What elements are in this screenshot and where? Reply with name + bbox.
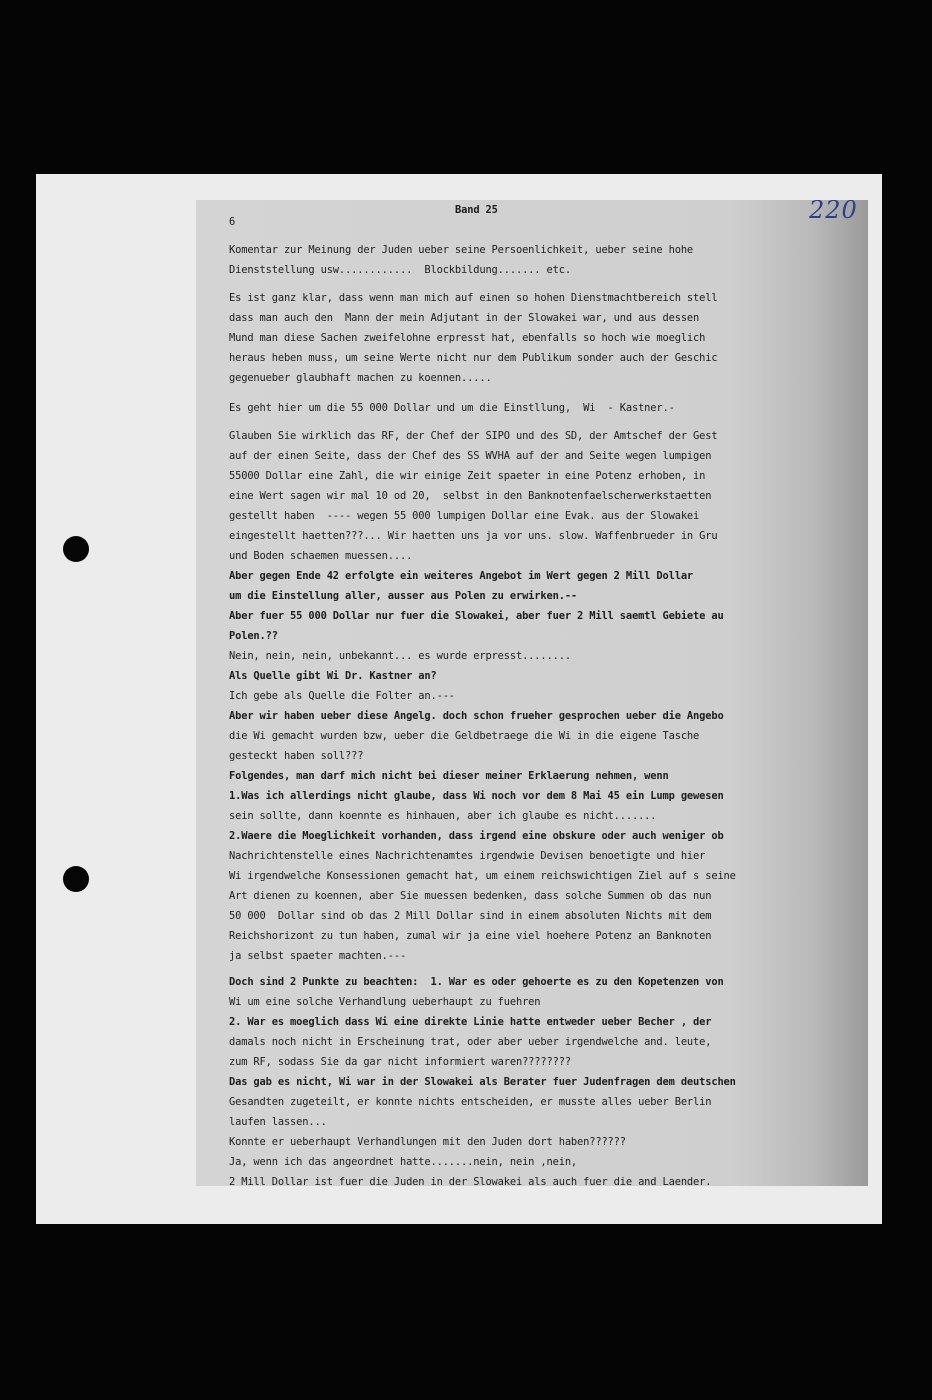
- page-number: 6: [229, 216, 236, 228]
- handwritten-page-number: 220: [809, 200, 858, 224]
- band-header: Band 25: [455, 204, 498, 216]
- text-line: Es geht hier um die 55 000 Dollar und um die Einstllung, Wi - Kastner.-: [229, 402, 675, 414]
- text-line: zum RF, sodass Sie da gar nicht informiert waren????????: [229, 1056, 571, 1068]
- text-line: Aber fuer 55 000 Dollar nur fuer die Slowakei, aber fuer 2 Mill saemtl Gebiete au: [229, 610, 724, 622]
- text-line: Glauben Sie wirklich das RF, der Chef der SIPO und des SD, der Amtschef der Gest: [229, 430, 718, 442]
- paper-sheet: [36, 174, 882, 1224]
- text-line: Es ist ganz klar, dass wenn man mich auf einen so hohen Dienstmachtbereich stell: [229, 292, 718, 304]
- text-line: laufen lassen...: [229, 1116, 327, 1128]
- typed-text-block: [229, 200, 868, 1186]
- text-line: 50 000 Dollar sind ob das 2 Mill Dollar sind in einem absoluten Nichts mit dem: [229, 910, 712, 922]
- text-line: auf der einen Seite, dass der Chef des SS WVHA auf der and Seite wegen lumpigen: [229, 450, 712, 462]
- text-line: eine Wert sagen wir mal 10 od 20, selbst in den Banknotenfaelscherwerkstaetten: [229, 490, 712, 502]
- text-line: 1.Was ich allerdings nicht glaube, dass Wi noch vor dem 8 Mai 45 ein Lump gewesen: [229, 790, 724, 802]
- text-line: Wi irgendwelche Konsessionen gemacht hat, um einem reichswichtigen Ziel auf s seine: [229, 870, 736, 882]
- text-line: Komentar zur Meinung der Juden ueber seine Persoenlichkeit, ueber seine hohe: [229, 244, 694, 256]
- text-line: Gesandten zugeteilt, er konnte nichts entscheiden, er musste alles ueber Berlin: [229, 1096, 712, 1108]
- text-line: und Boden schaemen muessen....: [229, 550, 413, 562]
- punch-hole-bottom: [63, 866, 89, 892]
- text-line: ja selbst spaeter machten.---: [229, 950, 407, 962]
- text-line: gestellt haben ---- wegen 55 000 lumpigen Dollar eine Evak. aus der Slowakei: [229, 510, 700, 522]
- punch-hole-top: [63, 536, 89, 562]
- text-line: Art dienen zu koennen, aber Sie muessen bedenken, dass solche Summen ob das nun: [229, 890, 712, 902]
- text-line: Dienststellung usw............ Blockbildung....... etc.: [229, 264, 571, 276]
- text-line: eingestellt haetten???... Wir haetten uns ja vor uns. slow. Waffenbrueder in Gru: [229, 530, 718, 542]
- text-line: 2. War es moeglich dass Wi eine direkte Linie hatte entweder ueber Becher , der: [229, 1016, 712, 1028]
- text-line: Konnte er ueberhaupt Verhandlungen mit den Juden dort haben??????: [229, 1136, 626, 1148]
- text-line: Wi um eine solche Verhandlung ueberhaupt zu fuehren: [229, 996, 541, 1008]
- text-line: Polen.??: [229, 630, 278, 642]
- text-line: Als Quelle gibt Wi Dr. Kastner an?: [229, 670, 437, 682]
- text-line: Ich gebe als Quelle die Folter an.---: [229, 690, 455, 702]
- text-line: Nachrichtenstelle eines Nachrichtenamtes irgendwie Devisen benoetigte und hier: [229, 850, 706, 862]
- text-line: Aber wir haben ueber diese Angelg. doch schon frueher gesprochen ueber die Angebo: [229, 710, 724, 722]
- text-line: sein sollte, dann koennte es hinhauen, aber ich glaube es nicht.......: [229, 810, 657, 822]
- photocopy-page: [196, 200, 868, 1186]
- text-line: dass man auch den Mann der mein Adjutant in der Slowakei war, und aus dessen: [229, 312, 700, 324]
- text-line: Ja, wenn ich das angeordnet hatte.......nein, nein ,nein,: [229, 1156, 578, 1168]
- text-line: um die Einstellung aller, ausser aus Polen zu erwirken.--: [229, 590, 578, 602]
- text-line: Nein, nein, nein, unbekannt... es wurde erpresst........: [229, 650, 571, 662]
- text-line: Reichshorizont zu tun haben, zumal wir ja eine viel hoehere Potenz an Banknoten: [229, 930, 712, 942]
- text-line: heraus heben muss, um seine Werte nicht nur dem Publikum sonder auch der Geschic: [229, 352, 718, 364]
- text-line: Das gab es nicht, Wi war in der Slowakei als Berater fuer Judenfragen dem deutschen: [229, 1076, 736, 1088]
- text-line: Folgendes, man darf mich nicht bei dieser meiner Erklaerung nehmen, wenn: [229, 770, 669, 782]
- text-line: 2.Waere die Moeglichkeit vorhanden, dass irgend eine obskure oder auch weniger ob: [229, 830, 724, 842]
- text-line: 55000 Dollar eine Zahl, die wir einige Zeit spaeter in eine Potenz erhoben, in: [229, 470, 706, 482]
- text-line: Aber gegen Ende 42 erfolgte ein weiteres Angebot im Wert gegen 2 Mill Dollar: [229, 570, 694, 582]
- text-line: gegenueber glaubhaft machen zu koennen.....: [229, 372, 492, 384]
- text-line: die Wi gemacht wurden bzw, ueber die Geldbetraege die Wi in die eigene Tasche: [229, 730, 700, 742]
- text-line: 2 Mill Dollar ist fuer die Juden in der Slowakei als auch fuer die and Laender.: [229, 1176, 712, 1186]
- text-line: gesteckt haben soll???: [229, 750, 364, 762]
- text-line: damals noch nicht in Erscheinung trat, oder aber ueber irgendwelche and. leute,: [229, 1036, 712, 1048]
- text-line: Mund man diese Sachen zweifelohne erpresst hat, ebenfalls so hoch wie moeglich: [229, 332, 706, 344]
- text-line: Doch sind 2 Punkte zu beachten: 1. War es oder gehoerte es zu den Kopetenzen von: [229, 976, 724, 988]
